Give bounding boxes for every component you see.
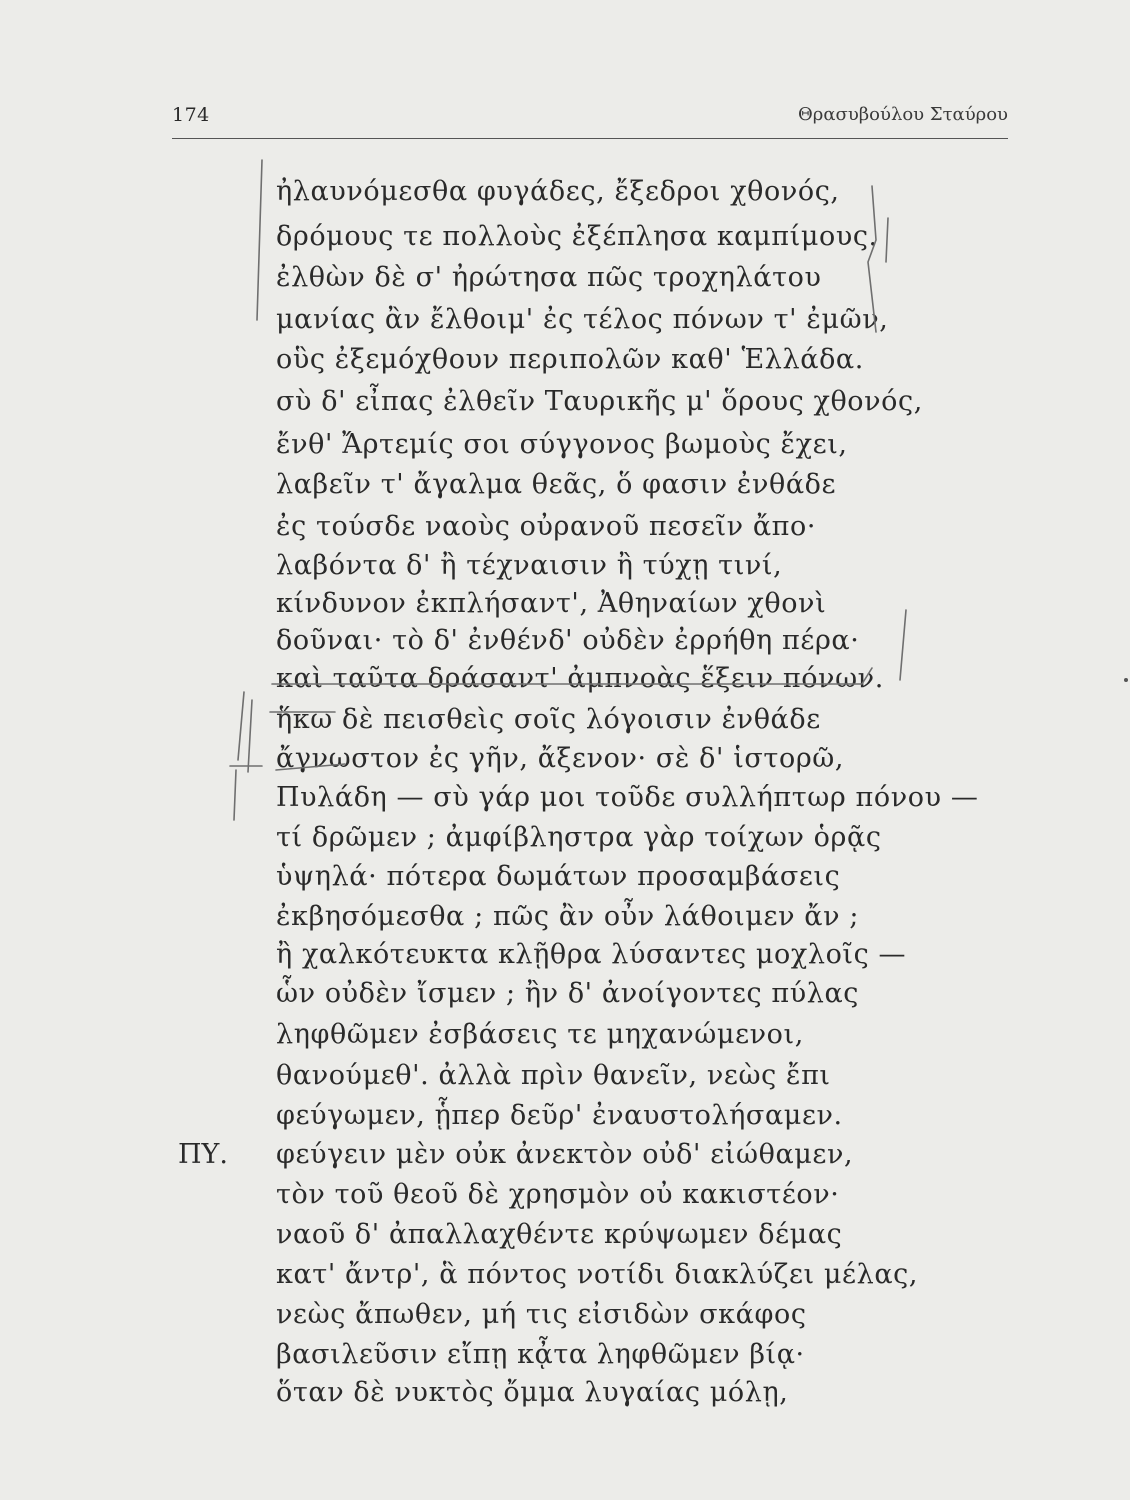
verse-line: θανούμεθ'. ἀλλὰ πρὶν θανεῖν, νεὼς ἔπι	[276, 1060, 831, 1091]
running-title: Θρασυβούλου Σταύρου	[798, 104, 1008, 125]
page-number: 174	[172, 104, 210, 126]
verse-line: μανίας ἂν ἔλθοιμ' ἐς τέλος πόνων τ' ἐμῶν,	[276, 304, 889, 335]
marginal-stroke-lower	[900, 610, 906, 680]
verse-line: ναοῦ δ' ἀπαλλαχθέντε κρύψωμεν δέμας	[276, 1219, 843, 1250]
verse-line: κίνδυνον ἐκπλήσαντ', Ἀθηναίων χθονὶ	[276, 588, 827, 619]
verse-line: οὓς ἐξεμόχθουν περιπολῶν καθ' Ἑλλάδα.	[276, 344, 864, 375]
verse-line: ἢ χαλκότευκτα κλῇθρα λύσαντες μοχλοῖς —	[276, 939, 907, 970]
verse-line: δοῦναι· τὸ δ' ἐνθένδ' οὐδὲν ἐρρήθη πέρα·	[276, 625, 860, 656]
verse-line: λαβόντα δ' ἢ τέχναισιν ἢ τύχῃ τινί,	[276, 550, 783, 581]
margin-speck	[1124, 678, 1128, 682]
verse-line: ἐκβησόμεσθα ; πῶς ἂν οὖν λάθοιμεν ἄν ;	[276, 901, 860, 932]
verse-line: τί δρῶμεν ; ἀμφίβληστρα γὰρ τοίχων ὁρᾷς	[276, 822, 882, 853]
margin-stroke-3	[234, 770, 236, 820]
margin-stroke-1	[238, 692, 244, 760]
running-head	[172, 104, 1008, 130]
verse-line: λαβεῖν τ' ἄγαλμα θεᾶς, ὅ φασιν ἐνθάδε	[276, 469, 837, 500]
margin-stroke-2	[248, 700, 252, 772]
verse-line: ληφθῶμεν ἐσβάσεις τε μηχανώμενοι,	[276, 1019, 804, 1050]
verse-line: ὅταν δὲ νυκτὸς ὄμμα λυγαίας μόλῃ,	[276, 1377, 789, 1408]
verse-line: φεύγειν μὲν οὐκ ἀνεκτὸν οὐδ' εἰώθαμεν,	[276, 1139, 854, 1170]
speaker-label: ΠΥ.	[178, 1139, 228, 1170]
verse-line: σὺ δ' εἶπας ἐλθεῖν Ταυρικῆς μ' ὅρους χθονός,	[276, 386, 923, 417]
marginal-stroke	[886, 218, 888, 262]
margin-bracket-mark	[257, 160, 262, 320]
verse-line: ἥκω δὲ πεισθεὶς σοῖς λόγοισιν ἐνθάδε	[276, 704, 821, 735]
verse-line: ἐς τούσδε ναοὺς οὐρανοῦ πεσεῖν ἄπο·	[276, 511, 817, 542]
verse-line: κατ' ἄντρ', ἃ πόντος νοτίδι διακλύζει μέλας,	[276, 1259, 919, 1290]
verse-line: ἄγνωστον ἐς γῆν, ἄξενον· σὲ δ' ἱστορῶ,	[276, 743, 845, 774]
verse-line: καὶ ταῦτα δράσαντ' ἀμπνοὰς ἕξειν πόνων.	[276, 663, 884, 694]
verse-line: τὸν τοῦ θεοῦ δὲ χρησμὸν οὐ κακιστέον·	[276, 1179, 840, 1210]
verse-line: ἐλθὼν δὲ σ' ἠρώτησα πῶς τροχηλάτου	[276, 262, 822, 293]
verse-line: ἔνθ' Ἄρτεμίς σοι σύγγονος βωμοὺς ἔχει,	[276, 429, 848, 460]
verse-line: δρόμους τε πολλοὺς ἐξέπλησα καμπίμους.	[276, 221, 878, 252]
verse-line: Πυλάδη — σὺ γάρ μοι τοῦδε συλλήπτωρ πόνου —	[276, 782, 979, 813]
verse-line: ἠλαυνόμεσθα φυγάδες, ἔξεδροι χθονός,	[276, 176, 840, 207]
verse-line: νεὼς ἄπωθεν, μή τις εἰσιδὼν σκάφος	[276, 1299, 807, 1330]
verse-line: φεύγωμεν, ᾗπερ δεῦρ' ἐναυστολήσαμεν.	[276, 1100, 843, 1131]
verse-line: ὑψηλά· πότερα δωμάτων προσαμβάσεις	[276, 861, 841, 892]
header-rule	[172, 138, 1008, 139]
verse-line: ὧν οὐδὲν ἴσμεν ; ἢν δ' ἀνοίγοντες πύλας	[276, 978, 860, 1009]
verse-line: βασιλεῦσιν εἴπῃ κᾆτα ληφθῶμεν βίᾳ·	[276, 1339, 805, 1370]
